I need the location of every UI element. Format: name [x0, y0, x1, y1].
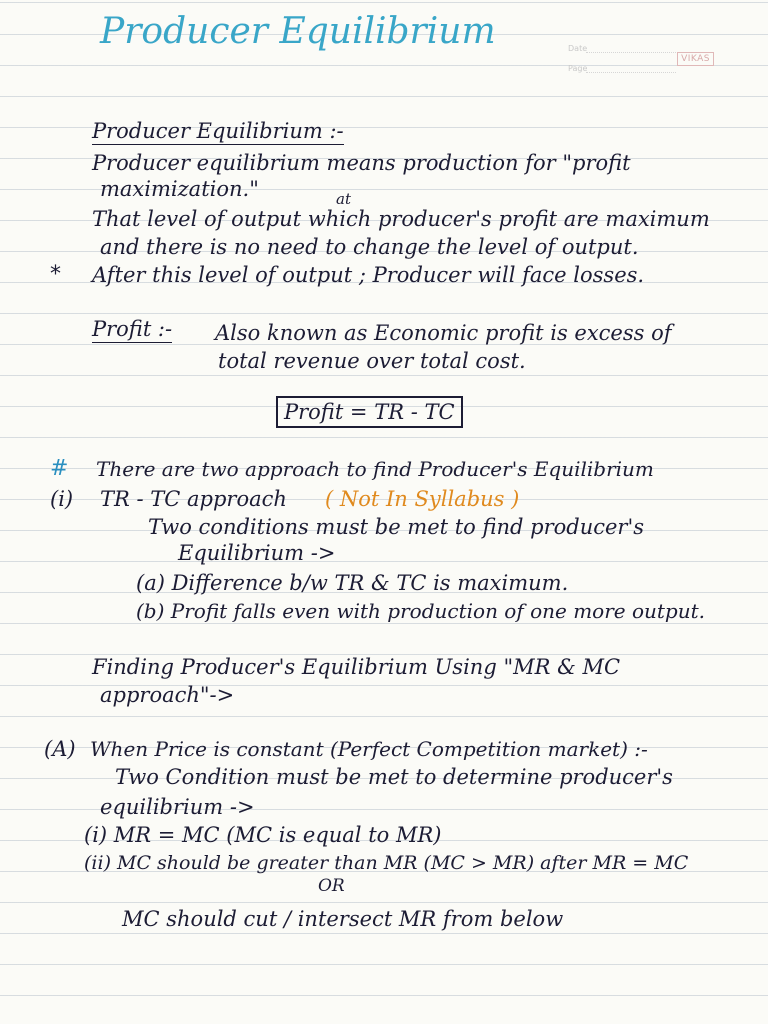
case-a-heading: When Price is constant (Perfect Competition market) :-	[90, 737, 648, 761]
brand-logo: VIKAS	[677, 52, 714, 66]
approach-condition-b: (b) Profit falls even with production of one more output.	[136, 599, 706, 623]
intro-line-4: and there is no need to change the level of output.	[100, 235, 639, 259]
case-a-label: (A)	[44, 737, 76, 761]
intro-line-1: Producer equilibrium means production for "profit	[92, 151, 631, 175]
inserted-word: at	[336, 190, 351, 208]
date-field-label: Date	[568, 44, 588, 53]
case-a-condition-2: equilibrium ->	[100, 795, 255, 819]
intro-line-2: maximization."	[100, 177, 259, 201]
hash-mark: #	[50, 456, 69, 481]
star-mark: *	[50, 262, 61, 287]
page-title: Producer Equilibrium	[100, 11, 496, 52]
case-a-item-ii: (ii) MC should be greater than MR (MC > MR) after MR = MC	[84, 852, 689, 874]
approach-i-text: TR - TC approach	[100, 487, 287, 511]
page-field-rule	[586, 72, 676, 73]
case-a-condition-1: Two Condition must be met to determine producer's	[115, 765, 673, 789]
profit-text-1: Also known as Economic profit is excess of	[215, 321, 672, 345]
intro-line-5: After this level of output ; Producer will face losses.	[92, 263, 645, 287]
date-field-rule	[586, 52, 676, 53]
approach-i-number: (i)	[50, 487, 74, 511]
approach-condition-a: (a) Difference b/w TR & TC is maximum.	[136, 571, 569, 595]
profit-label: Profit :-	[92, 317, 173, 341]
approach-condition-1: Two conditions must be met to find producer's	[148, 515, 645, 539]
intro-heading: Producer Equilibrium :-	[92, 119, 344, 143]
profit-formula-box: Profit = TR - TC	[276, 396, 463, 428]
or-text: OR	[318, 876, 345, 896]
not-in-syllabus-note: ( Not In Syllabus )	[325, 487, 520, 511]
intro-line-3: That level of output which producer's profit are maximum	[92, 207, 710, 231]
mrmc-heading-2: approach"->	[100, 683, 235, 707]
approach-heading: There are two approach to find Producer's Equilibrium	[96, 457, 654, 481]
case-a-last-line: MC should cut / intersect MR from below	[122, 907, 564, 931]
notebook-brand-box	[568, 40, 718, 78]
profit-text-2: total revenue over total cost.	[218, 349, 526, 373]
case-a-item-i: (i) MR = MC (MC is equal to MR)	[84, 823, 442, 847]
approach-condition-2: Equilibrium ->	[178, 541, 336, 565]
page-field-label: Page	[568, 64, 588, 73]
mrmc-heading-1: Finding Producer's Equilibrium Using "MR & MC	[92, 655, 621, 679]
